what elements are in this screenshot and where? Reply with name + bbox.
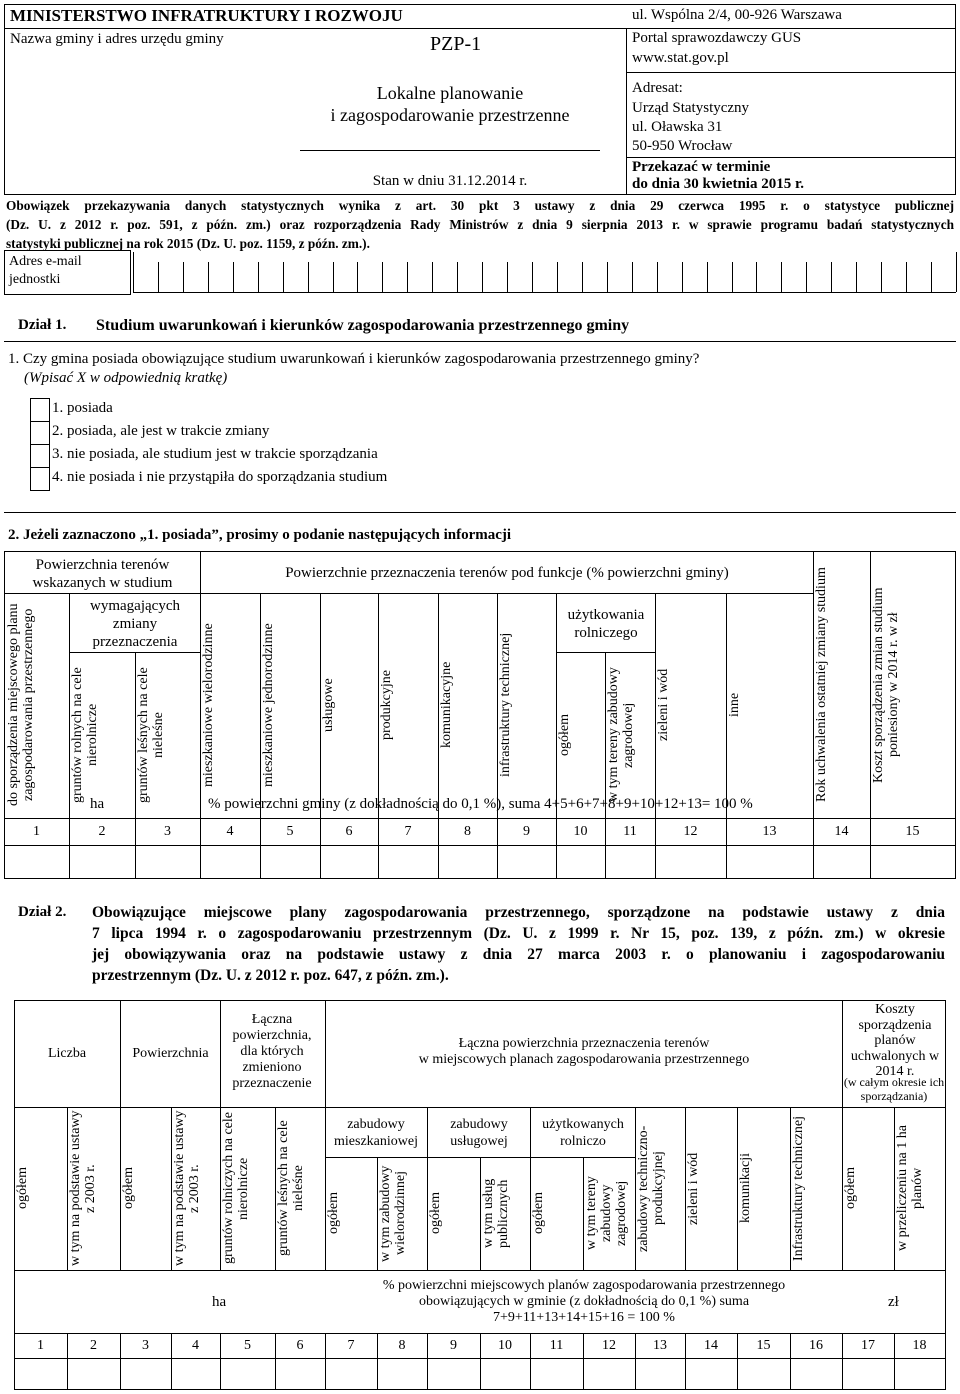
t2-data-cell[interactable]: [325, 1359, 377, 1389]
adresat-office: Urząd Statystyczny: [632, 100, 750, 116]
t2-data-cell[interactable]: [120, 1359, 171, 1389]
email-box-divider: [482, 262, 483, 292]
email-box-divider: [233, 262, 234, 292]
email-box-divider: [632, 262, 633, 292]
deadline-label: Przekazać w terminie: [632, 159, 771, 175]
t1-column-number: 13: [762, 824, 777, 839]
email-box-divider: [806, 262, 807, 292]
t1-col9-label: infrastruktury technicznej: [498, 632, 513, 778]
t1-header-agri: użytkowania rolniczego: [567, 607, 645, 641]
t1-data-cell[interactable]: [556, 846, 605, 878]
email-box-divider: [532, 262, 533, 292]
email-box-divider: [956, 252, 957, 292]
t2-data-cell[interactable]: [842, 1359, 894, 1389]
t1-col7-label: produkcyjne: [379, 670, 394, 740]
t1-column-number: 12: [683, 824, 698, 839]
email-box-divider: [208, 262, 209, 292]
t2-column-number: 1: [37, 1338, 44, 1353]
t2-col18-label: w przeliczeniu na 1 ha planów: [895, 1125, 925, 1252]
t2-data-cell[interactable]: [171, 1359, 220, 1389]
t1-column-number: 15: [905, 824, 920, 839]
t1-data-cell[interactable]: [655, 846, 726, 878]
t2-col3-label: ogółem: [121, 1167, 136, 1210]
email-box-divider: [707, 262, 708, 292]
ministry-address: ul. Wspólna 2/4, 00-926 Warszawa: [632, 7, 842, 23]
t2-column-number: 4: [192, 1338, 199, 1353]
legal-basis: [6, 196, 954, 253]
t2-col14-label: zieleni i wód: [686, 1152, 701, 1225]
t1-data-cell[interactable]: [438, 846, 497, 878]
question-1: 1. Czy gmina posiada obowiązujące studium uwarunkowań i kierunków zagospodarowania przestrzennego gminy?: [8, 351, 700, 367]
t1-column-number: 5: [286, 824, 294, 839]
t2-data-cell[interactable]: [635, 1359, 685, 1389]
adresat-street: ul. Oławska 31: [632, 119, 723, 135]
title-underline: [300, 150, 600, 151]
t1-col15-label: Koszt sporządzenia zmian studium poniesiony w 2014 r. w zł: [871, 587, 901, 783]
t2-col15-label: komunikacji: [738, 1153, 753, 1224]
header-portal-divider: [626, 72, 956, 73]
t2-column-number: 17: [861, 1338, 875, 1353]
t1-col13-label: inne: [727, 692, 742, 718]
t1-data-cell[interactable]: [69, 846, 135, 878]
t2-unit-zl: zł: [888, 1294, 899, 1310]
option-3-checkbox[interactable]: [30, 444, 50, 468]
t1-column-number: 4: [226, 824, 234, 839]
t1-column-number: 3: [164, 824, 171, 839]
t1-data-cell[interactable]: [870, 846, 955, 878]
dzial2-title-line1: Obowiązujące miejscowe plany zagospodarowania przestrzennego, sporządzone na podstawie ustawy z dnia: [92, 904, 945, 921]
t2-col1-label: ogółem: [15, 1167, 30, 1210]
question-divider: [4, 512, 956, 513]
t2-header-zab-usl: zabudowy usługowej: [450, 1117, 508, 1149]
t1-column-number: 6: [345, 824, 353, 839]
t1-col2-label: gruntów rolnych na cele nierolnicze: [70, 667, 100, 803]
t2-data-cell[interactable]: [894, 1359, 945, 1389]
email-box-divider: [732, 262, 733, 292]
t2-col6-label: gruntów leśnych na cele nieleśne: [276, 1120, 306, 1257]
t2-column-number: 6: [296, 1338, 304, 1353]
t1-data-cell[interactable]: [726, 846, 813, 878]
email-box-divider: [906, 262, 907, 292]
adresat-label: Adresat:: [632, 80, 683, 96]
t2-col17-label: ogółem: [843, 1167, 858, 1210]
t1-unit-pct: % powierzchni gminy (z dokładnością do 0,1 %), suma 4+5+6+7+8+9+10+12+13= 100 %: [208, 796, 753, 812]
t2-header-koszty: Koszty sporządzenia planów uchwalonych w 2014 r.: [850, 1002, 940, 1079]
form-code: PZP-1: [430, 33, 482, 55]
question-2: 2. Jeżeli zaznaczono „1. posiada”, prosimy o podanie następujących informacji: [8, 527, 512, 543]
t1-column-number: 2: [98, 824, 106, 839]
dzial1-title: Studium uwarunkowań i kierunków zagospodarowania przestrzennego gminy: [96, 317, 630, 334]
email-box-divider: [432, 262, 433, 292]
t2-header-liczba: Liczba: [47, 1046, 87, 1061]
t2-column-number: 14: [704, 1338, 718, 1353]
t1-header-area: Powierzchnia terenów wskazanych w studium: [32, 557, 173, 591]
header-adresat-divider: [626, 157, 956, 158]
legal-line-2: (Dz. U. z 2012 r. poz. 591, z późn. zm.) oraz rozporządzenia Rady Ministrów z dnia 9 sierpnia 2013 r. w sprawie programu badań statystycznych: [6, 217, 954, 232]
t2-col5-label: gruntów rolniczych na cele nierolnicze: [221, 1112, 251, 1265]
t2-col12-label: w tym tereny zabudowy zagrodowej: [584, 1176, 629, 1251]
adresat-city: 50-950 Wrocław: [632, 138, 733, 154]
t1-data-cell[interactable]: [135, 846, 200, 878]
t2-column-number: 16: [809, 1338, 823, 1353]
t2-data-cell[interactable]: [67, 1359, 120, 1389]
t1-col14-label: Rok uchwalenia ostatniej zmiany studium: [814, 567, 829, 803]
t1-col6-label: usługowe: [321, 678, 336, 732]
portal-url: www.stat.gov.pl: [632, 50, 729, 66]
t2-unit-pct-line3: 7+9+11+13+14+15+16 = 100 %: [493, 1310, 675, 1325]
email-box-divider: [333, 262, 334, 292]
ministry-name: MINISTERSTWO INFRATRUKTURY I ROZWOJU: [10, 6, 403, 25]
email-box-divider: [557, 262, 558, 292]
email-box-divider: [283, 262, 284, 292]
t2-header-laczna2-line1: Łączna powierzchnia przeznaczenia terenów: [458, 1036, 710, 1051]
dzial2-title-line3: jej obowiązywania oraz na podstawie ustawy z dnia 27 marca 2003 r. o planowaniu i zagospodarowaniu: [92, 946, 945, 963]
header-divider: [4, 28, 956, 29]
email-box-divider: [507, 262, 508, 292]
option-1-checkbox[interactable]: [30, 398, 50, 422]
t1-col8-label: komunikacyjne: [439, 661, 454, 749]
email-box-divider: [133, 252, 134, 292]
t1-data-cell[interactable]: [4, 846, 69, 878]
t2-data-cell[interactable]: [14, 1359, 67, 1389]
t1-col10-label: ogółem: [557, 714, 572, 756]
email-box-divider: [931, 262, 932, 292]
t2-col4-label: w tym na podstawie ustawy z 2003 r.: [172, 1110, 202, 1267]
t1-data-cell[interactable]: [813, 846, 870, 878]
t1-data-cell[interactable]: [378, 846, 438, 878]
header-left-border: [4, 4, 5, 194]
t2-header-laczna: Łączna powierzchnia, dla których zmieniono przeznaczenie: [232, 1012, 312, 1091]
t1-col11-label: w tym tereny zabudowy zagrodowej: [606, 667, 636, 803]
t1-unit-ha: ha: [90, 796, 105, 812]
email-box-divider: [781, 262, 782, 292]
t2-data-cell[interactable]: [530, 1359, 583, 1389]
t2-unit-pct-line1: % powierzchni miejscowych planów zagospodarowania przestrzennego: [382, 1278, 786, 1293]
t2-col11-label: ogółem: [531, 1192, 546, 1235]
t1-data-cell[interactable]: [497, 846, 556, 878]
option-2-label: 2. posiada, ale jest w trakcie zmiany: [52, 423, 270, 439]
t2-col9-label: ogółem: [428, 1192, 443, 1235]
email-input-boxes[interactable]: [133, 252, 956, 293]
t2-col2-label: w tym na podstawie ustawy z 2003 r.: [68, 1110, 98, 1267]
option-2-checkbox[interactable]: [30, 421, 50, 445]
email-box-divider: [856, 262, 857, 292]
email-box-divider: [357, 262, 358, 292]
t2-col10-label: w tym usług publicznych: [481, 1178, 511, 1249]
legal-line-3: statystyki publicznej na rok 2015 (Dz. U. poz. 1159, z późn. zm.).: [6, 236, 370, 251]
question-1-hint: (Wpisać X w odpowiednią kratkę): [24, 370, 228, 386]
t2-column-number: 12: [602, 1338, 616, 1353]
t2-column-number: 7: [347, 1338, 355, 1353]
t1-header-requiring: wymagających zmiany przeznaczenia: [90, 598, 180, 650]
t2-data-cell[interactable]: [377, 1359, 427, 1389]
t1-column-number: 10: [573, 824, 588, 839]
dzial2-title-line4: przestrzennym (Dz. U. z 2012 r. poz. 647, z późn. zm.).: [92, 967, 449, 984]
email-box-divider: [183, 262, 184, 292]
header-bottom-border: [4, 194, 956, 195]
t2-column-number: 8: [398, 1338, 406, 1353]
t2-col8-label: w tym zabudowy wielorodzinnej: [378, 1165, 408, 1262]
dzial2-label: Dział 2.: [18, 904, 67, 920]
t2-header-powierzchnia: Powierzchnia: [132, 1046, 209, 1061]
email-box-divider: [382, 262, 383, 292]
t1-data-cell[interactable]: [605, 846, 655, 878]
email-box-divider: [158, 262, 159, 292]
legal-line-1: Obowiązek przekazywania danych statystycznych wynika z art. 30 pkt 3 ustawy z dnia 29 czerwca 1995 r. o statystyce publicznej: [6, 198, 954, 213]
form-title-line2: i zagospodarowanie przestrzenne: [330, 105, 570, 125]
t2-column-number: 15: [756, 1338, 771, 1353]
dzial1-divider: [4, 341, 956, 342]
email-box-divider: [682, 262, 683, 292]
t1-col3-label: gruntów leśnych na cele nieleśne: [136, 667, 166, 803]
t2-header-uzytk: użytkowanych rolniczo: [542, 1117, 624, 1149]
email-box-divider: [258, 262, 259, 292]
t2-col16-label: Infrastruktury technicznej: [791, 1116, 806, 1261]
t2-unit-ha: ha: [212, 1294, 227, 1310]
t1-column-number: 1: [33, 824, 40, 839]
t2-column-number: 11: [549, 1338, 564, 1353]
option-4-checkbox[interactable]: [30, 467, 50, 491]
t2-data-cell[interactable]: [737, 1359, 790, 1389]
email-label-box: [4, 250, 131, 295]
option-3-label: 3. nie posiada, ale studium jest w trakcie sporządzania: [52, 446, 378, 462]
t1-col12-label: zieleni i wód: [656, 668, 671, 742]
t2-column-number: 18: [912, 1338, 927, 1353]
email-label-2: jednostki: [9, 272, 61, 287]
email-box-divider: [881, 262, 882, 292]
t2-unit-pct-line2: obowiązujących w gminie (z dokładnością do 0,1 %) suma: [418, 1294, 750, 1309]
t1-col1-label: do sporządzenia miejscowego planu zagospodarowania przestrzennego: [6, 603, 36, 807]
t1-header-purpose: Powierzchnie przeznaczenia terenów pod funkcje (% powierzchni gminy): [285, 565, 729, 581]
t2-header-zab-mieszk: zabudowy mieszkaniowej: [334, 1117, 418, 1149]
t2-header-koszty-note: (w całym okresie ich sporządzania): [843, 1075, 945, 1103]
t2-column-number: 2: [90, 1338, 97, 1353]
t2-header-laczna2-line2: w miejscowych planach zagospodarowania przestrzennego: [418, 1052, 750, 1067]
dzial2-title: [92, 902, 945, 986]
t2-data-cell[interactable]: [275, 1359, 325, 1389]
email-label-1: Adres e-mail: [9, 254, 82, 269]
header-top-border: [4, 4, 956, 5]
t2-data-cell[interactable]: [427, 1359, 480, 1389]
email-box-divider: [756, 262, 757, 292]
t2-column-number: 9: [450, 1338, 457, 1353]
t1-column-number: 14: [834, 824, 849, 839]
t2-column-number: 5: [244, 1338, 251, 1353]
t1-column-number: 9: [523, 824, 530, 839]
dzial2-title-line2: 7 lipca 1994 r. o zagospodarowaniu przestrzennym (Dz. U. z 1999 r. Nr 15, poz. 139, z późn. zm.) w okresie: [92, 925, 945, 942]
dzial1-label: Dział 1.: [18, 317, 67, 333]
portal-name: Portal sprawozdawczy GUS: [632, 30, 802, 46]
t2-data-cell[interactable]: [220, 1359, 275, 1389]
header-right-border: [955, 4, 956, 194]
t2-column-number: 3: [142, 1338, 149, 1353]
t1-data-cell[interactable]: [320, 846, 378, 878]
t1-data-cell[interactable]: [200, 846, 260, 878]
t2-data-cell[interactable]: [685, 1359, 737, 1389]
email-box-divider: [407, 262, 408, 292]
t2-column-number: 13: [653, 1338, 667, 1353]
email-box-divider: [831, 262, 832, 292]
municipality-label: Nazwa gminy i adres urzędu gminy: [10, 31, 224, 47]
email-box-divider: [582, 262, 583, 292]
t1-column-number: 11: [623, 824, 637, 839]
stan-date: Stan w dniu 31.12.2014 r.: [372, 173, 528, 189]
email-box-divider: [657, 262, 658, 292]
email-box-divider: [457, 262, 458, 292]
t2-col7-label: ogółem: [326, 1192, 341, 1235]
email-box-divider: [607, 262, 608, 292]
option-4-label: 4. nie posiada i nie przystąpiła do sporządzania studium: [52, 469, 388, 485]
t1-col5-label: mieszkaniowe jednorodzinne: [261, 623, 276, 787]
t2-data-cell[interactable]: [583, 1359, 635, 1389]
t2-column-number: 10: [498, 1338, 512, 1353]
t1-column-number: 8: [464, 824, 471, 839]
deadline-date: do dnia 30 kwietnia 2015 r.: [632, 176, 804, 192]
t1-column-number: 7: [404, 824, 412, 839]
form-title-line1: Lokalne planowanie: [376, 83, 524, 103]
t1-col4-label: mieszkaniowe wielorodzinne: [201, 623, 216, 787]
email-box-divider: [308, 262, 309, 292]
header-col-divider: [626, 28, 627, 194]
t1-data-cell[interactable]: [260, 846, 320, 878]
t2-data-cell[interactable]: [480, 1359, 530, 1389]
t2-data-cell[interactable]: [790, 1359, 842, 1389]
t2-col13-label: zabudowy techniczno-produkcyjnej: [636, 1125, 666, 1252]
option-1-label: 1. posiada: [52, 400, 113, 416]
